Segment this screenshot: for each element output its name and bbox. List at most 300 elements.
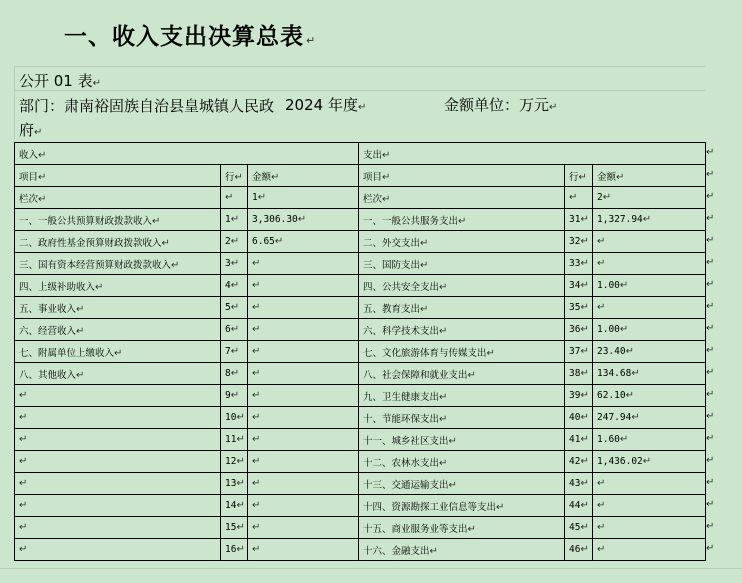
- expense-amount-value: 134.68: [597, 368, 632, 379]
- expense-lanci-number-cell: [593, 187, 706, 209]
- expense-item-cell: [359, 341, 565, 363]
- paragraph-mark-icon: ↵: [95, 281, 104, 293]
- table-row: [15, 231, 706, 253]
- paragraph-mark-icon: ↵: [642, 456, 652, 467]
- expense-amount-cell: [593, 297, 706, 319]
- expense-amount-cell: [593, 539, 706, 561]
- paragraph-mark-icon: ↵: [580, 522, 589, 533]
- paragraph-mark-icon: ↵: [19, 522, 28, 533]
- table-row: [15, 341, 706, 363]
- income-row-number-value: 2: [225, 236, 231, 247]
- income-row-number-cell: [221, 473, 248, 495]
- row-end-mark-icon: ↵: [706, 278, 715, 290]
- paragraph-mark-icon: ↵: [236, 522, 245, 533]
- paragraph-mark-icon: ↵: [114, 347, 123, 359]
- income-item-cell: [15, 231, 221, 253]
- income-row-number-cell: [221, 517, 248, 539]
- expense-row-number-cell: [565, 407, 593, 429]
- income-item-cell: [15, 275, 221, 297]
- paragraph-mark-icon: ↵: [602, 192, 612, 203]
- expense-amount-cell: [593, 253, 706, 275]
- table-row: [15, 209, 706, 231]
- paragraph-mark-icon: ↵: [597, 478, 606, 489]
- income-item-cell: [15, 539, 221, 561]
- paragraph-mark-icon: ↵: [230, 324, 240, 335]
- expense-amount-value: 1,327.94: [597, 214, 643, 225]
- expense-amount-cell: [593, 473, 706, 495]
- header-block: [14, 66, 705, 139]
- income-item-header: [15, 165, 221, 187]
- expense-row-number-value: 33: [569, 258, 581, 269]
- row-end-mark-icon: ↵: [706, 410, 715, 422]
- expense-section-label: 支出: [363, 149, 383, 161]
- income-row-number-value: 5: [225, 302, 231, 313]
- expense-row-number-value: 37: [569, 346, 581, 357]
- income-section-label: 收入: [19, 149, 39, 161]
- income-row-number-cell: [221, 407, 248, 429]
- paragraph-mark-icon: ↵: [236, 544, 245, 555]
- table-row: [15, 407, 706, 429]
- paragraph-mark-icon: ↵: [19, 434, 28, 445]
- paragraph-mark-icon: ↵: [252, 544, 261, 555]
- table-row: [15, 451, 706, 473]
- expense-item-value: 三、国防支出: [363, 259, 421, 271]
- paragraph-mark-icon: ↵: [580, 236, 589, 247]
- table-row: [15, 319, 706, 341]
- income-item-value: 四、上级补助收入: [19, 281, 96, 293]
- income-row-number-value: 13: [225, 478, 237, 489]
- expense-item-value: 二、外交支出: [363, 237, 421, 249]
- income-item-cell: [15, 451, 221, 473]
- expense-amount-cell: [593, 429, 706, 451]
- page-title: [64, 18, 316, 51]
- expense-lanci-cell: [359, 187, 565, 209]
- income-row-number-cell: [221, 495, 248, 517]
- income-row-number-cell: [221, 209, 248, 231]
- paragraph-mark-icon: ↵: [580, 434, 589, 445]
- income-item-cell: [15, 517, 221, 539]
- income-row-number-cell: [221, 429, 248, 451]
- income-amount-cell: [248, 473, 359, 495]
- expense-item-value: 十四、资源勘探工业信息等支出: [363, 501, 497, 513]
- paragraph-mark-icon: ↵: [420, 259, 429, 271]
- expense-amount-value: 247.94: [597, 412, 632, 423]
- page-bottom-divider: [0, 568, 742, 569]
- expense-row-header-label: 行: [569, 171, 579, 183]
- table-row: [15, 495, 706, 517]
- paragraph-mark-icon: ↵: [306, 34, 317, 47]
- paragraph-mark-icon: ↵: [580, 324, 589, 335]
- paragraph-mark-icon: ↵: [19, 500, 28, 511]
- paragraph-mark-icon: ↵: [382, 193, 391, 205]
- row-end-mark-icon: ↵: [706, 476, 715, 488]
- table-row: [15, 473, 706, 495]
- income-item-cell: [15, 253, 221, 275]
- income-amount-cell: [248, 407, 359, 429]
- expense-row-number-cell: [565, 297, 593, 319]
- row-end-mark-icon: ↵: [706, 190, 715, 202]
- paragraph-mark-icon: ↵: [252, 456, 261, 467]
- paragraph-mark-icon: ↵: [580, 412, 589, 423]
- income-row-number-value: 4: [225, 280, 231, 291]
- income-expense-table: [14, 142, 706, 561]
- paragraph-mark-icon: ↵: [580, 214, 589, 225]
- expense-item-value: 十、节能环保支出: [363, 413, 440, 425]
- expense-item-header: [359, 165, 565, 187]
- department-name: [19, 94, 281, 145]
- paragraph-mark-icon: ↵: [580, 302, 589, 313]
- paragraph-mark-icon: ↵: [597, 522, 606, 533]
- expense-row-header: [565, 165, 593, 187]
- row-end-mark-icon: ↵: [706, 454, 715, 466]
- paragraph-mark-icon: ↵: [19, 456, 28, 467]
- paragraph-mark-icon: ↵: [19, 390, 28, 401]
- paragraph-mark-icon: ↵: [486, 347, 495, 359]
- paragraph-mark-icon: ↵: [34, 127, 43, 138]
- table-row: [15, 539, 706, 561]
- expense-row-number-cell: [565, 517, 593, 539]
- income-amount-cell: [248, 451, 359, 473]
- paragraph-mark-icon: ↵: [225, 192, 234, 203]
- expense-item-cell: [359, 209, 565, 231]
- expense-item-value: 五、教育支出: [363, 303, 421, 315]
- expense-row-number-cell: [565, 429, 593, 451]
- expense-amount-cell: [593, 275, 706, 297]
- income-row-number-cell: [221, 385, 248, 407]
- expense-row-number-value: 39: [569, 390, 581, 401]
- row-end-mark-icon: ↵: [706, 322, 715, 334]
- expense-amount-cell: [593, 363, 706, 385]
- expense-row-number-value: 42: [569, 456, 581, 467]
- paragraph-mark-icon: ↵: [252, 258, 261, 269]
- expense-item-value: 十三、交通运输支出: [363, 479, 449, 491]
- expense-row-number-cell: [565, 209, 593, 231]
- paragraph-mark-icon: ↵: [234, 171, 243, 183]
- paragraph-mark-icon: ↵: [597, 236, 606, 247]
- paragraph-mark-icon: ↵: [580, 258, 589, 269]
- expense-item-value: 十六、金融支出: [363, 545, 430, 557]
- income-amount-cell: [248, 429, 359, 451]
- paragraph-mark-icon: ↵: [578, 171, 587, 183]
- paragraph-mark-icon: ↵: [19, 412, 28, 423]
- table-row: [15, 517, 706, 539]
- paragraph-mark-icon: ↵: [631, 412, 640, 423]
- income-item-cell: [15, 363, 221, 385]
- paragraph-mark-icon: ↵: [619, 280, 629, 291]
- paragraph-mark-icon: ↵: [38, 193, 47, 205]
- income-item-cell: [15, 429, 221, 451]
- income-amount-cell: [248, 539, 359, 561]
- expense-amount-cell: [593, 341, 706, 363]
- form-number-text: 公开 01 表: [19, 72, 93, 90]
- expense-row-number-cell: [565, 539, 593, 561]
- income-row-header: [221, 165, 248, 187]
- income-row-number-cell: [221, 319, 248, 341]
- expense-row-number-value: 41: [569, 434, 581, 445]
- income-item-header-label: 项目: [19, 171, 39, 183]
- paragraph-mark-icon: ↵: [625, 346, 635, 357]
- income-row-number-value: 16: [225, 544, 237, 555]
- income-amount-cell: [248, 319, 359, 341]
- income-row-number-value: 1: [225, 214, 231, 225]
- paragraph-mark-icon: ↵: [92, 78, 102, 89]
- expense-item-value: 四、公共安全支出: [363, 281, 440, 293]
- income-lanci-cell: [15, 187, 221, 209]
- paragraph-mark-icon: ↵: [420, 303, 429, 315]
- income-row-number-value: 9: [225, 390, 231, 401]
- paragraph-mark-icon: ↵: [448, 479, 457, 491]
- income-amount-cell: [248, 231, 359, 253]
- expense-row-number-value: 45: [569, 522, 581, 533]
- row-end-mark-icon: ↵: [706, 366, 715, 378]
- paragraph-mark-icon: ↵: [597, 500, 606, 511]
- expense-row-number-value: 46: [569, 544, 581, 555]
- income-item-value: 七、附属单位上缴收入: [19, 347, 115, 359]
- income-amount-cell: [248, 275, 359, 297]
- paragraph-mark-icon: ↵: [439, 281, 448, 293]
- paragraph-mark-icon: ↵: [580, 346, 589, 357]
- expense-amount-cell: [593, 517, 706, 539]
- paragraph-mark-icon: ↵: [439, 413, 448, 425]
- paragraph-mark-icon: ↵: [580, 544, 589, 555]
- income-section-cell: [15, 143, 359, 165]
- income-lanci-number-cell: [248, 187, 359, 209]
- income-amount-cell: [248, 517, 359, 539]
- table-row: [15, 253, 706, 275]
- row-end-mark-icon: ↵: [706, 212, 715, 224]
- income-item-cell: [15, 473, 221, 495]
- expense-amount-header-label: 金额: [597, 171, 617, 183]
- expense-row-number-value: 40: [569, 412, 581, 423]
- income-item-cell: [15, 209, 221, 231]
- income-item-value: 六、经营收入: [19, 325, 77, 337]
- department-text: 部门：肃南裕固族自治县皇城镇人民政府: [19, 97, 275, 139]
- income-lanci-label: 栏次: [19, 193, 39, 205]
- paragraph-mark-icon: ↵: [597, 302, 606, 313]
- income-row-number-cell: [221, 297, 248, 319]
- income-lanci-number: 1: [252, 192, 258, 203]
- paragraph-mark-icon: ↵: [252, 368, 261, 379]
- expense-item-cell: [359, 385, 565, 407]
- income-row-number-cell: [221, 363, 248, 385]
- income-row-number-value: 6: [225, 324, 231, 335]
- expense-amount-cell: [593, 407, 706, 429]
- expense-row-number-cell: [565, 363, 593, 385]
- income-row-number-cell: [221, 253, 248, 275]
- paragraph-mark-icon: ↵: [458, 215, 467, 227]
- paragraph-mark-icon: ↵: [580, 390, 589, 401]
- lanci-row: [15, 187, 706, 209]
- income-row-number-value: 11: [225, 434, 237, 445]
- expense-amount-cell: [593, 385, 706, 407]
- paragraph-mark-icon: ↵: [230, 368, 240, 379]
- paragraph-mark-icon: ↵: [38, 171, 47, 183]
- expense-row-number-cell: [565, 275, 593, 297]
- expense-amount-cell: [593, 319, 706, 341]
- expense-item-cell: [359, 495, 565, 517]
- income-lanci-row-cell: [221, 187, 248, 209]
- income-amount-cell: [248, 297, 359, 319]
- income-row-number-value: 15: [225, 522, 237, 533]
- header-divider: [15, 90, 705, 91]
- expense-amount-cell: [593, 231, 706, 253]
- expense-item-cell: [359, 429, 565, 451]
- expense-lanci-row-cell: [565, 187, 593, 209]
- income-item-cell: [15, 407, 221, 429]
- expense-row-number-value: 31: [569, 214, 581, 225]
- paragraph-mark-icon: ↵: [76, 369, 85, 381]
- expense-row-number-value: 32: [569, 236, 581, 247]
- paragraph-mark-icon: ↵: [252, 280, 261, 291]
- paragraph-mark-icon: ↵: [230, 302, 240, 313]
- income-amount-header-label: 金额: [252, 171, 272, 183]
- income-row-number-cell: [221, 275, 248, 297]
- row-end-mark-icon: ↵: [706, 146, 715, 158]
- paragraph-mark-icon: ↵: [642, 214, 652, 225]
- paragraph-mark-icon: ↵: [236, 434, 245, 445]
- income-item-cell: [15, 385, 221, 407]
- income-item-cell: [15, 495, 221, 517]
- paragraph-mark-icon: ↵: [19, 544, 28, 555]
- paragraph-mark-icon: ↵: [448, 435, 457, 447]
- paragraph-mark-icon: ↵: [569, 192, 578, 203]
- expense-item-cell: [359, 517, 565, 539]
- row-end-mark-icon: ↵: [706, 234, 715, 246]
- table-row: [15, 363, 706, 385]
- expense-item-cell: [359, 407, 565, 429]
- unit-text: 金额单位：万元: [444, 96, 550, 114]
- paragraph-mark-icon: ↵: [230, 258, 240, 269]
- paragraph-mark-icon: ↵: [236, 500, 245, 511]
- expense-amount-header: [593, 165, 706, 187]
- expense-item-value: 十五、商业服务业等支出: [363, 523, 468, 535]
- income-amount-cell: [248, 495, 359, 517]
- expense-row-number-value: 34: [569, 280, 581, 291]
- table-row: [15, 385, 706, 407]
- row-end-mark-icon: ↵: [706, 256, 715, 268]
- income-row-number-value: 7: [225, 346, 231, 357]
- paragraph-mark-icon: ↵: [252, 522, 261, 533]
- paragraph-mark-icon: ↵: [619, 324, 629, 335]
- table-row: [15, 429, 706, 451]
- paragraph-mark-icon: ↵: [580, 478, 589, 489]
- title-text: 一、收入支出决算总表: [64, 24, 304, 50]
- section-header-row: [15, 143, 706, 165]
- expense-item-value: 十一、城乡社区支出: [363, 435, 449, 447]
- expense-row-number-value: 43: [569, 478, 581, 489]
- expense-amount-value: 1,436.02: [597, 456, 643, 467]
- expense-row-number-cell: [565, 231, 593, 253]
- expense-lanci-number: 2: [597, 192, 603, 203]
- paragraph-mark-icon: ↵: [230, 390, 240, 401]
- expense-item-value: 一、一般公共服务支出: [363, 215, 459, 227]
- paragraph-mark-icon: ↵: [597, 258, 606, 269]
- paragraph-mark-icon: ↵: [631, 368, 640, 379]
- income-amount-value: 6.65: [252, 236, 275, 247]
- expense-item-value: 八、社会保障和就业支出: [363, 369, 468, 381]
- income-item-value: 二、政府性基金预算财政拨款收入: [19, 237, 162, 249]
- income-amount-cell: [248, 341, 359, 363]
- expense-row-number-cell: [565, 319, 593, 341]
- row-end-mark-icon: ↵: [706, 432, 715, 444]
- expense-section-cell: [359, 143, 706, 165]
- paragraph-mark-icon: ↵: [252, 478, 261, 489]
- paragraph-mark-icon: ↵: [252, 500, 261, 511]
- expense-item-cell: [359, 473, 565, 495]
- amount-unit: [444, 94, 557, 115]
- paragraph-mark-icon: ↵: [625, 390, 635, 401]
- expense-amount-cell: [593, 451, 706, 473]
- paragraph-mark-icon: ↵: [439, 325, 448, 337]
- expense-item-value: 九、卫生健康支出: [363, 391, 440, 403]
- paragraph-mark-icon: ↵: [236, 456, 245, 467]
- income-amount-cell: [248, 385, 359, 407]
- expense-amount-value: 62.10: [597, 390, 626, 401]
- paragraph-mark-icon: ↵: [19, 478, 28, 489]
- expense-amount-cell: [593, 495, 706, 517]
- paragraph-mark-icon: ↵: [236, 478, 245, 489]
- income-row-number-value: 14: [225, 500, 237, 511]
- paragraph-mark-icon: ↵: [357, 102, 367, 113]
- paragraph-mark-icon: ↵: [230, 236, 240, 247]
- row-end-mark-icon: ↵: [706, 168, 715, 180]
- paragraph-mark-icon: ↵: [496, 501, 505, 513]
- income-amount-cell: [248, 363, 359, 385]
- paragraph-mark-icon: ↵: [467, 369, 476, 381]
- expense-item-cell: [359, 319, 565, 341]
- paragraph-mark-icon: ↵: [152, 215, 161, 227]
- income-amount-cell: [248, 209, 359, 231]
- expense-row-number-cell: [565, 341, 593, 363]
- expense-item-cell: [359, 275, 565, 297]
- paragraph-mark-icon: ↵: [252, 412, 261, 423]
- paragraph-mark-icon: ↵: [271, 171, 280, 183]
- expense-amount-value: 1.00: [597, 324, 620, 335]
- paragraph-mark-icon: ↵: [580, 456, 589, 467]
- expense-item-value: 七、文化旅游体育与传媒支出: [363, 347, 487, 359]
- paragraph-mark-icon: ↵: [429, 545, 438, 557]
- expense-item-value: 十二、农林水支出: [363, 457, 440, 469]
- row-end-mark-icon: ↵: [706, 300, 715, 312]
- expense-amount-cell: [593, 209, 706, 231]
- expense-item-cell: [359, 451, 565, 473]
- paragraph-mark-icon: ↵: [382, 171, 391, 183]
- expense-item-cell: [359, 253, 565, 275]
- expense-amount-value: 1.00: [597, 280, 620, 291]
- expense-row-number-value: 38: [569, 368, 581, 379]
- paragraph-mark-icon: ↵: [252, 302, 261, 313]
- fiscal-year: [285, 94, 366, 115]
- income-amount-cell: [248, 253, 359, 275]
- paragraph-mark-icon: ↵: [161, 237, 170, 249]
- paragraph-mark-icon: ↵: [38, 149, 47, 161]
- expense-item-cell: [359, 539, 565, 561]
- expense-row-number-cell: [565, 451, 593, 473]
- paragraph-mark-icon: ↵: [597, 544, 606, 555]
- expense-row-number-value: 36: [569, 324, 581, 335]
- income-row-number-value: 3: [225, 258, 231, 269]
- paragraph-mark-icon: ↵: [230, 346, 240, 357]
- income-row-number-value: 12: [225, 456, 237, 467]
- income-amount-value: 3,306.30: [252, 214, 298, 225]
- paragraph-mark-icon: ↵: [580, 368, 589, 379]
- income-row-header-label: 行: [225, 171, 235, 183]
- paragraph-mark-icon: ↵: [439, 457, 448, 469]
- expense-lanci-label: 栏次: [363, 193, 383, 205]
- income-item-cell: [15, 297, 221, 319]
- paragraph-mark-icon: ↵: [297, 214, 307, 225]
- year-text: 2024 年度: [285, 96, 358, 114]
